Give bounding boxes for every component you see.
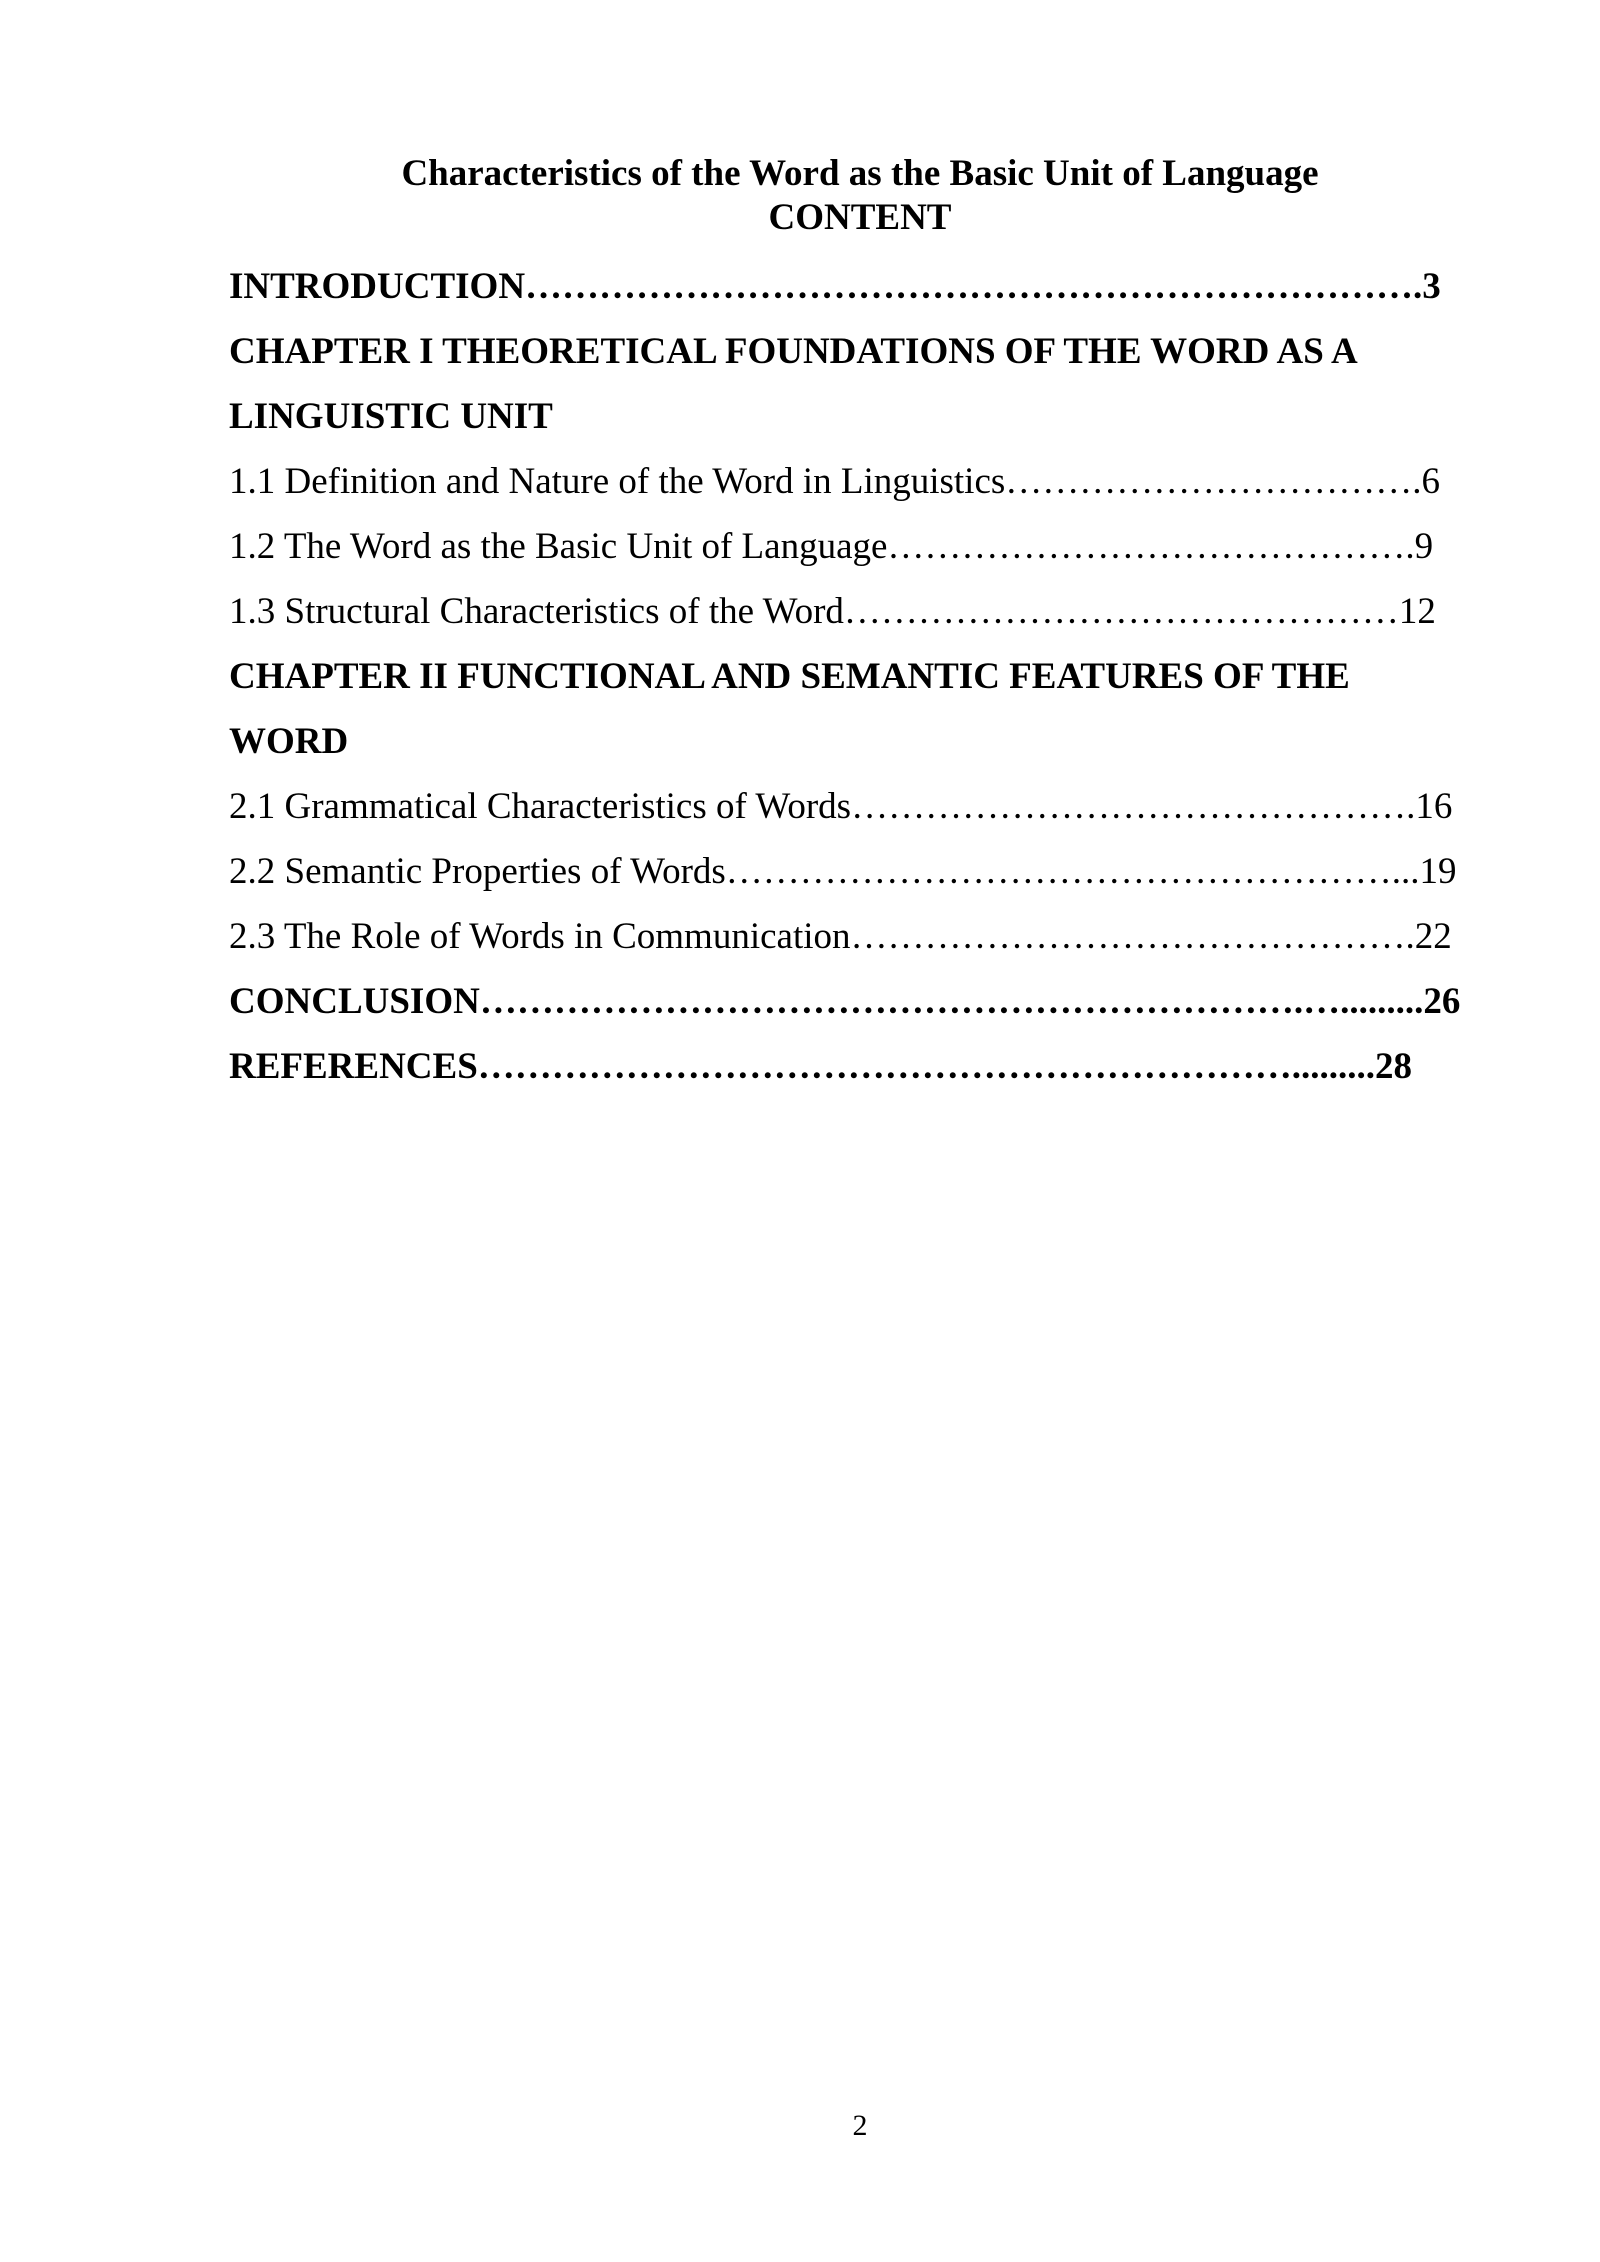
toc-entry-2-1: 2.1 Grammatical Characteristics of Words……………………………………….16: [229, 786, 1453, 827]
content-heading: CONTENT: [768, 197, 952, 238]
toc-entry-2-2: 2.2 Semantic Properties of Words………………………………………………...19: [229, 851, 1457, 892]
toc-entry-chapter-2-line-1: CHAPTER II FUNCTIONAL AND SEMANTIC FEATURES OF THE: [229, 656, 1350, 697]
toc-entry-chapter-2-line-2: WORD: [229, 721, 349, 762]
toc-entry-chapter-1-line-2: LINGUISTIC UNIT: [229, 396, 553, 437]
toc-entry-chapter-1-line-1: CHAPTER I THEORETICAL FOUNDATIONS OF THE WORD AS A: [229, 331, 1358, 372]
toc-entry-1-3: 1.3 Structural Characteristics of the Word………………………………………12: [229, 591, 1436, 632]
toc-entry-references: REFERENCES………………………………………………………….........28: [229, 1046, 1413, 1087]
toc-entry-2-3: 2.3 The Role of Words in Communication……………………………………….22: [229, 916, 1452, 957]
table-of-contents: [229, 254, 1529, 1099]
toc-entry-conclusion: CONCLUSION………………………………………………………….….........26: [229, 981, 1461, 1022]
page-number: 2: [852, 2109, 868, 2142]
document-title: Characteristics of the Word as the Basic Unit of Language: [401, 153, 1319, 194]
toc-entry-1-1: 1.1 Definition and Nature of the Word in Linguistics…………………………….6: [229, 461, 1441, 502]
toc-entry-introduction: INTRODUCTION……………………………………………………………….3: [229, 266, 1441, 307]
toc-entry-1-2: 1.2 The Word as the Basic Unit of Language…………………………………….9: [229, 526, 1434, 567]
